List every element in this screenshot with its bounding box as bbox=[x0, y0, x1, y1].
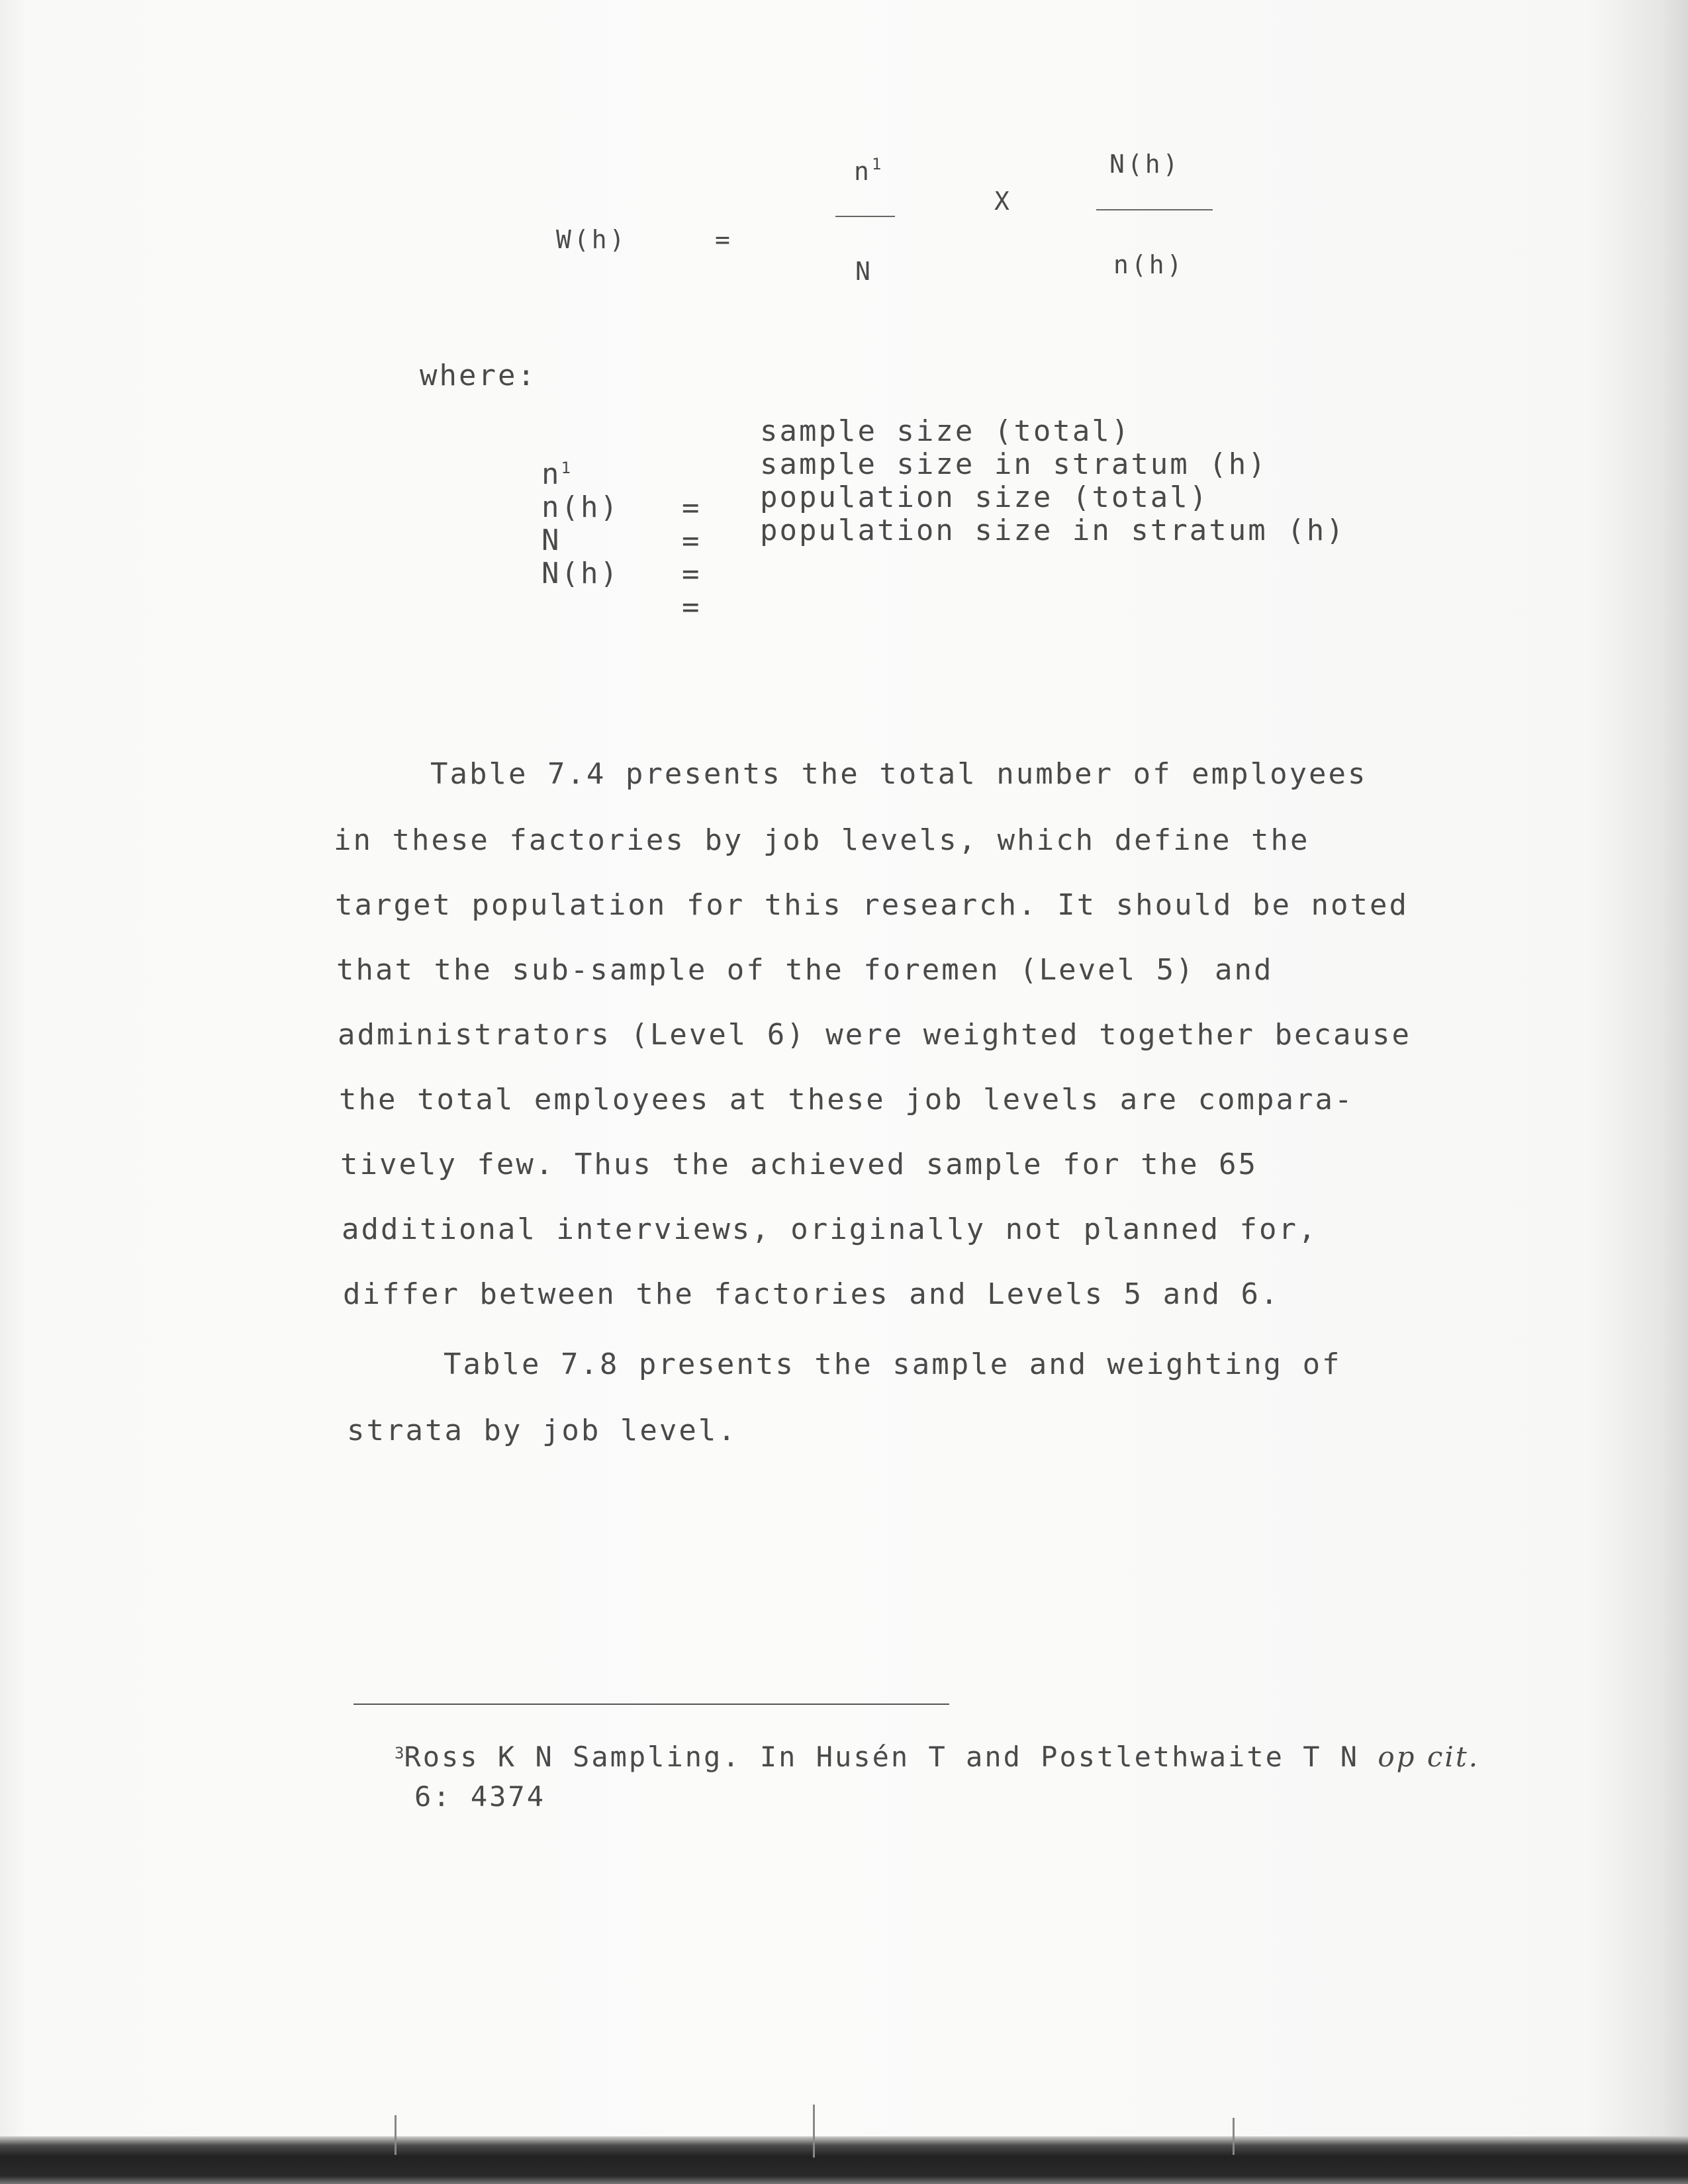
definition-symbol-base: N bbox=[541, 523, 561, 557]
definition-description: population size in stratum (h) bbox=[760, 514, 1346, 547]
definition-equals: = bbox=[682, 590, 702, 624]
definition-symbol-base: N(h) bbox=[541, 557, 620, 590]
paragraph-line: tively few. Thus the achieved sample for the 65 bbox=[340, 1148, 1258, 1181]
definition-equals: = bbox=[682, 491, 702, 525]
definition-symbol bbox=[541, 557, 620, 590]
fraction1-bar bbox=[835, 216, 895, 217]
scan-artifact-mark bbox=[1233, 2118, 1235, 2155]
fraction2-denominator: n(h) bbox=[1113, 250, 1185, 279]
formula-times: X bbox=[994, 187, 1012, 216]
paragraph-line: administrators (Level 6) were weighted together because bbox=[338, 1018, 1411, 1052]
paragraph-line: Table 7.4 presents the total number of employees bbox=[430, 757, 1368, 791]
definition-symbol-base: n(h) bbox=[541, 490, 620, 524]
definition-symbol-base: n bbox=[541, 457, 561, 491]
scan-artifact-mark bbox=[813, 2105, 815, 2158]
scan-artifact-mark bbox=[395, 2115, 397, 2155]
definition-equals: = bbox=[682, 557, 702, 591]
scan-edge-shadow bbox=[0, 2136, 1688, 2184]
paragraph-line: additional interviews, originally not planned for, bbox=[342, 1212, 1318, 1246]
fraction2-numerator: N(h) bbox=[1109, 150, 1181, 179]
fraction1-numerator-base: n bbox=[854, 157, 872, 186]
paragraph-line: differ between the factories and Levels 5 and 6. bbox=[343, 1277, 1280, 1311]
where-label: where: bbox=[420, 359, 537, 392]
formula-equals: = bbox=[715, 225, 733, 254]
paragraph-line: the total employees at these job levels are compara- bbox=[339, 1083, 1354, 1116]
fraction1-denominator: N bbox=[855, 257, 873, 286]
paragraph-line: Table 7.8 presents the sample and weighting of bbox=[444, 1347, 1342, 1381]
paragraph-line: that the sub-sample of the foremen (Level 5) and bbox=[336, 953, 1274, 987]
footnote-line bbox=[395, 1741, 1479, 1773]
footnote-marker: 3 bbox=[395, 1744, 404, 1762]
footnote-line: 6: 4374 bbox=[414, 1780, 546, 1813]
fraction1-numerator bbox=[854, 155, 881, 186]
fraction2-bar bbox=[1096, 209, 1213, 210]
footnote-op-cit: op cit. bbox=[1378, 1741, 1480, 1773]
definition-symbol-sup: 1 bbox=[561, 459, 571, 477]
definition-description: sample size in stratum (h) bbox=[760, 447, 1268, 481]
definition-row bbox=[541, 514, 1346, 692]
footnote-rule bbox=[353, 1704, 949, 1705]
paragraph-line: strata by job level. bbox=[347, 1414, 737, 1447]
formula-lhs: W(h) bbox=[556, 225, 628, 254]
definition-description: sample size (total) bbox=[760, 414, 1131, 448]
definition-equals: = bbox=[682, 524, 702, 558]
paragraph-line: target population for this research. It should be noted bbox=[335, 888, 1409, 922]
footnote-citation: Ross K N Sampling. In Husén T and Postlethwaite T N bbox=[404, 1741, 1378, 1773]
definition-description: population size (total) bbox=[760, 480, 1209, 514]
paragraph-line: in these factories by job levels, which define the bbox=[334, 823, 1310, 857]
fraction1-numerator-sup: 1 bbox=[871, 155, 882, 173]
